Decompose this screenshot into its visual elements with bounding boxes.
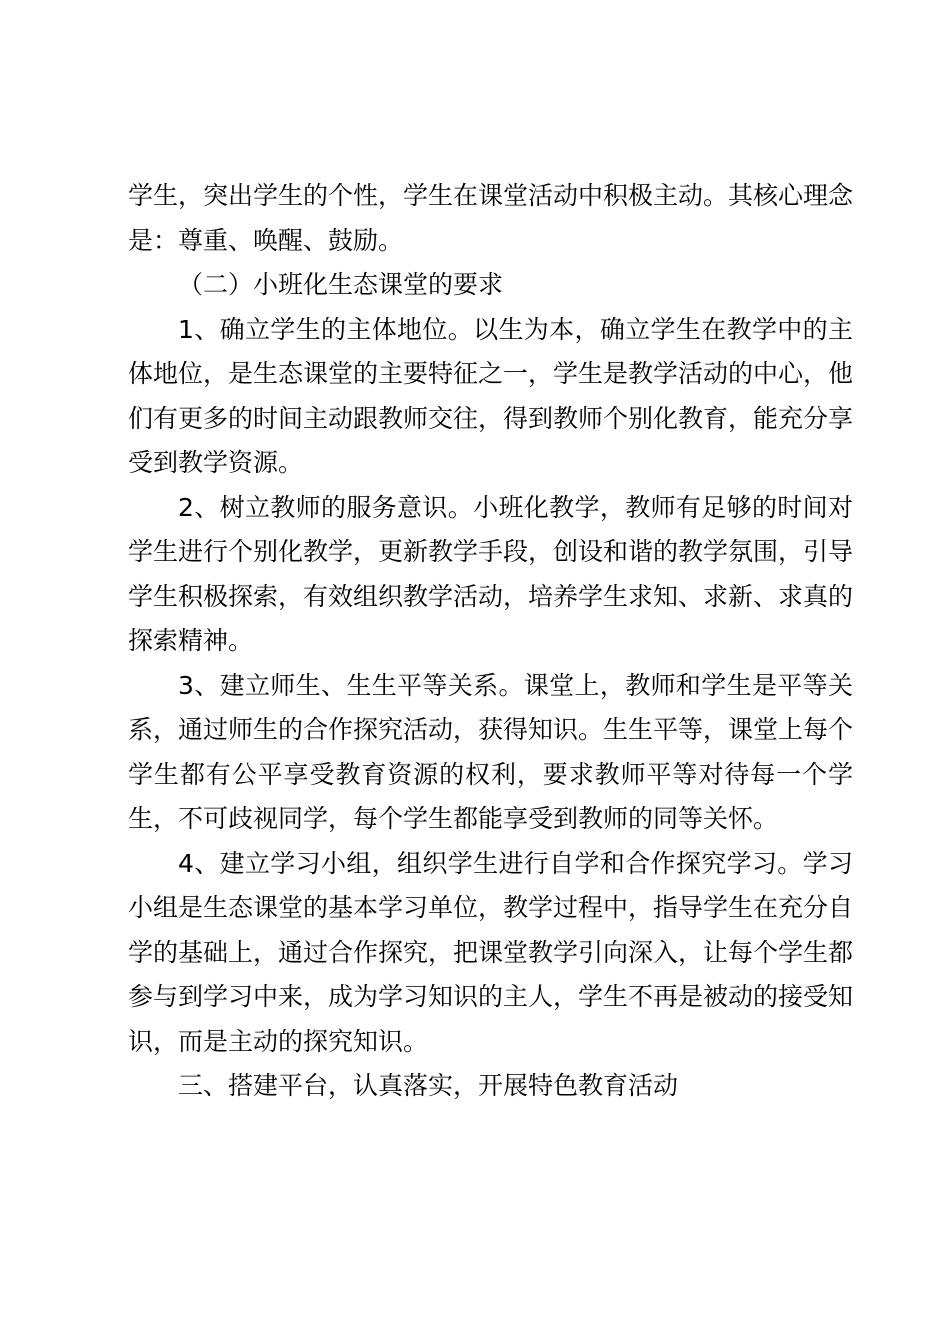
paragraph-item-4: 4、建立学习小组，组织学生进行自学和合作探究学习。学习小组是生态课堂的基本学习单位，教学过程中，指导学生在充分自学的基础上，通过合作探究，把课堂教学引向深入，让每个学生都参与到学习中来，成为学习知识的主人，学生不再是被动的接受知识，而是主动的探究知识。 — [128, 848, 854, 1056]
paragraph-continuation: 学生，突出学生的个性，学生在课堂活动中积极主动。其核心理念是：尊重、唤醒、鼓励。 — [128, 181, 854, 255]
section-heading-three: 三、搭建平台，认真落实，开展特色教育活动 — [178, 1071, 679, 1100]
paragraph-item-3: 3、建立师生、生生平等关系。课堂上，教师和学生是平等关系，通过师生的合作探究活动，获得知识。生生平等，课堂上每个学生都有公平享受教育资源的权利，要求教师平等对待每一个学生，不可歧视同学，每个学生都能享受到教师的同等关怀。 — [128, 670, 854, 833]
paragraph-item-2: 2、树立教师的服务意识。小班化教学，教师有足够的时间对学生进行个别化教学，更新教学手段，创设和谐的教学氛围，引导学生积极探索，有效组织教学活动，培养学生求知、求新、求真的探索精神。 — [128, 492, 854, 655]
document-body — [128, 174, 853, 1109]
subheading-requirements: （二）小班化生态课堂的要求 — [178, 270, 504, 299]
paragraph-item-1: 1、确立学生的主体地位。以生为本，确立学生在教学中的主体地位，是生态课堂的主要特征之一，学生是教学活动的中心，他们有更多的时间主动跟教师交往，得到教师个别化教育，能充分享受到教学资源。 — [128, 314, 854, 477]
